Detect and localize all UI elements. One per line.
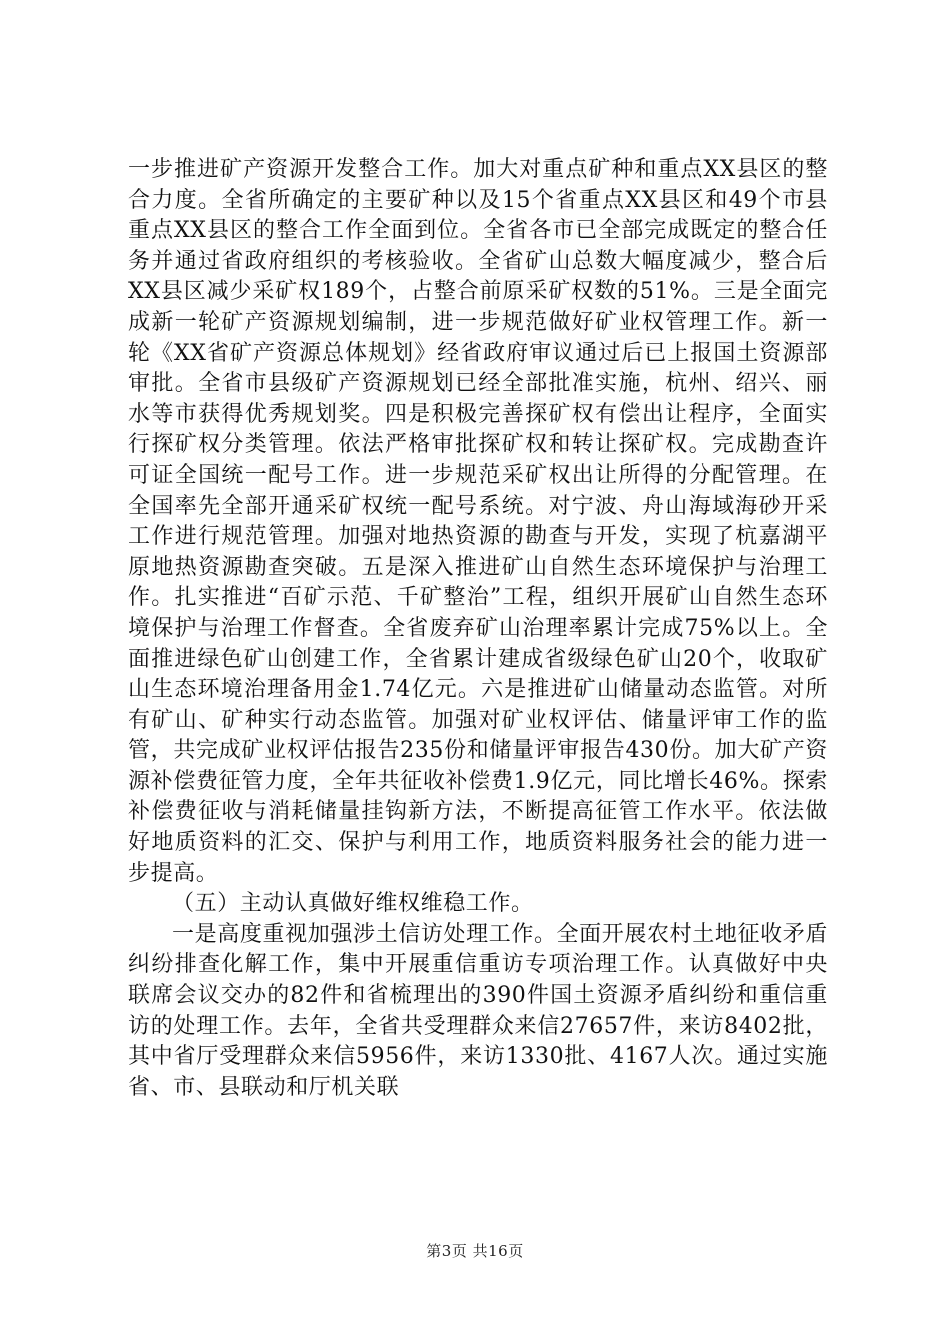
- page-footer: 第3页 共16页: [426, 1242, 524, 1260]
- section-heading-rights-protection: （五）主动认真做好维权维稳工作。: [172, 891, 534, 917]
- paragraph-mineral-resources: 一步推进矿产资源开发整合工作。加大对重点矿种和重点XX县区的整合力度。全省所确定的主要矿种以及15个省重点XX县区和49个市县重点XX县区的整合工作全面到位。全省各市已全部完成既定的整合任务并通过省政府组织的考核验收。全省矿山总数大幅度减少，整合后XX县区减少采矿权189个，占整合前原采矿权数的51%。三是全面完成新一轮矿产资源规划编制，进一步规范做好矿业权管理工作。新一轮《XX省矿产资源总体规划》经省政府审议通过后已上报国土资源部审批。全省市县级矿产资源规划已经全部批准实施，杭州、绍兴、丽水等市获得优秀规划奖。四是积极完善探矿权有偿出让程序，全面实行探矿权分类管理。依法严格审批探矿权和转让探矿权。完成勘查许可证全国统一配号工作。进一步规范采矿权出让所得的分配管理。在全国率先全部开通采矿权统一配号系统。对宁波、舟山海域海砂开采工作进行规范管理。加强对地热资源的勘查与开发，实现了杭嘉湖平原地热资源勘查突破。五是深入推进矿山自然生态环境保护与治理工作。扎实推进“百矿示范、千矿整治”工程，组织开展矿山自然生态环境保护与治理工作督查。全省废弃矿山治理率累计完成75%以上。全面推进绿色矿山创建工作，全省累计建成省级绿色矿山20个，收取矿山生态环境治理备用金1.74亿元。六是推进矿山储量动态监管。对所有矿山、矿种实行动态监管。加强对矿业权评估、储量评审工作的监管，共完成矿业权评估报告235份和储量评审报告430份。加大矿产资源补偿费征管力度，全年共征收补偿费1.9亿元，同比增长46%。探索补偿费征收与消耗储量挂钩新方法，不断提高征管工作水平。依法做好地质资料的汇交、保护与利用工作，地质资料服务社会的能力进一步提高。: [128, 157, 828, 886]
- paragraph-petition-handling: 一是高度重视加强涉土信访处理工作。全面开展农村土地征收矛盾纠纷排查化解工作，集中开展重信重访专项治理工作。认真做好中央联席会议交办的82件和省梳理出的390件国土资源矛盾纠纷和重信重访的处理工作。去年，全省共受理群众来信27657件，来访8402批，其中省厅受理群众来信5956件，来访1330批、4167人次。通过实施省、市、县联动和厅机关联: [128, 921, 828, 1100]
- document-body: [128, 155, 828, 1103]
